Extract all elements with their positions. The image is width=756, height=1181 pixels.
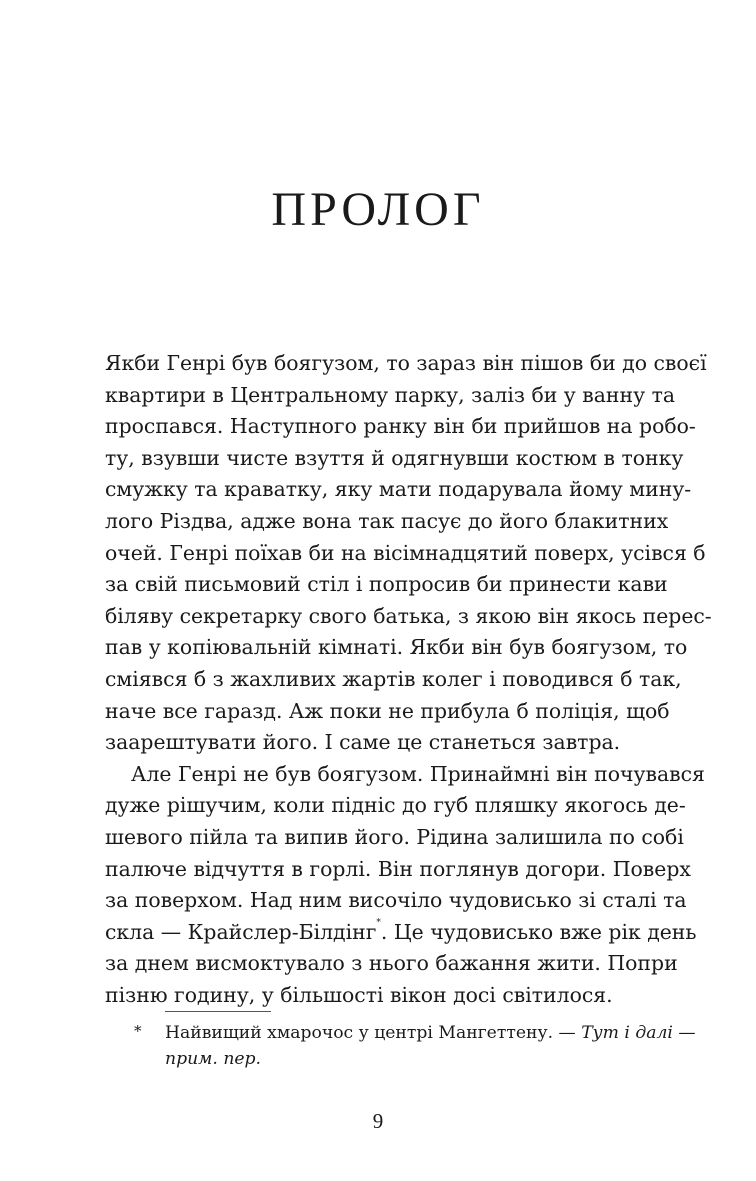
text-line: шевого пійла та випив його. Рідина залишила по собі [105,824,684,849]
text-line: пав у копіювальній кімнаті. Якби він був боягузом, то [105,635,688,660]
text-segment: скла — Крайслер-Білдінг [105,919,377,944]
text-line: заарештувати його. І саме це станеться завтра. [105,730,621,755]
text-segment: . Це чудовисько вже рік день [380,919,697,944]
text-line: сміявся б з жахливих жартів колег і поводився б так, [105,666,682,691]
text-line: за свій письмовий стіл і попросив би принести кави [105,572,668,597]
text-line: пізню годину, у більшості вікон досі світилося. [105,982,613,1007]
chapter-title: ПРОЛОГ [271,183,485,236]
text-line: наче все гаразд. Аж поки не прибула б поліція, щоб [105,698,670,723]
text-line: очей. Генрі поїхав би на вісімнадцятий поверх, усівся б [105,540,706,565]
page-number: 9 [372,1109,384,1133]
text-line: за поверхом. Над ним височіло чудовисько зі сталі та [105,888,687,913]
footnote-italic: прим. пер. [165,1049,262,1069]
footnote-line [165,1046,654,1072]
text-line: біляву секретарку свого батька, з якою він якось перес- [105,603,712,628]
text-line [105,917,697,949]
footnote-text: Найвищий хмарочос у центрі Мангеттену. — [165,1023,582,1043]
text-line: Але Генрі не був боягузом. Принаймні він почувався [131,761,705,786]
text-line: за днем висмоктувало з нього бажання жити. Попри [105,951,678,976]
text-line: проспався. Наступного ранку він би прийшов на робо- [105,414,696,439]
footnote-mark: * [134,1022,142,1040]
text-line: ту, взувши чисте взуття й одягнувши костюм в тонку [105,445,684,470]
footnote-italic: Тут і далі — [581,1023,696,1043]
footnote-divider [165,1011,271,1012]
text-line: палюче відчуття в горлі. Він поглянув догори. Поверх [105,856,691,881]
text-line: дуже рішучим, коли підніс до губ пляшку якогось де- [105,793,686,818]
text-line: Якби Генрі був боягузом, то зараз він пішов би до своєї [105,351,707,375]
text-line: лого Різдва, адже вона так пасує до його блакитних [105,508,669,533]
footnote [134,1020,696,1072]
body-text [105,348,712,1011]
footnote-reference[interactable]: * [376,917,381,928]
text-line: смужку та краватку, яку мати подарувала йому мину- [105,477,692,502]
footnote-line [165,1020,696,1046]
text-line: квартири в Центральному парку, заліз би у ванну та [105,382,676,407]
